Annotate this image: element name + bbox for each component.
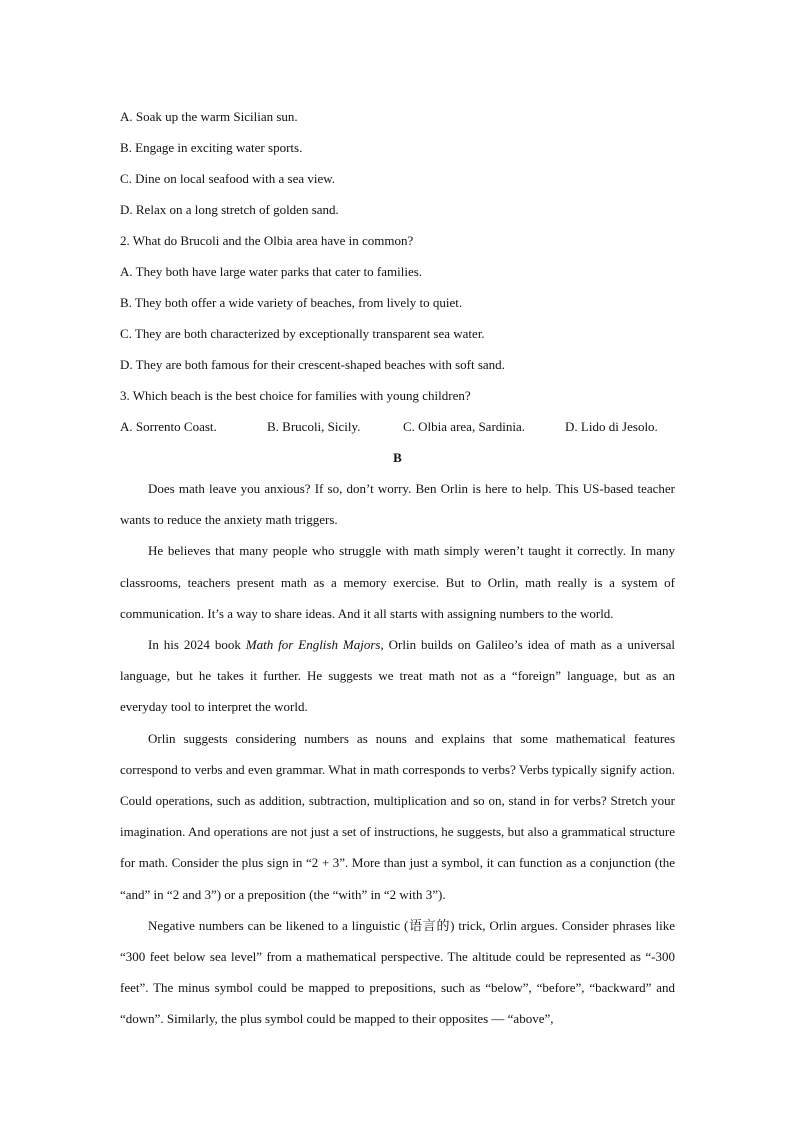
- q1-option-c: C. Dine on local seafood with a sea view.: [120, 171, 336, 186]
- paragraph-1: Does math leave you anxious? If so, don’t worry. Ben Orlin is here to help. This US-based teacher wants to reduce the anxiety math triggers.: [120, 481, 675, 528]
- section-title: B: [393, 450, 402, 465]
- q3-option-a: A. Sorrento Coast.: [120, 419, 217, 434]
- paragraph-4: Orlin suggests considering numbers as nouns and explains that some mathematical features correspond to verbs and even grammar. What in math corresponds to verbs? Verbs typically signify action. Could operations, such as addition, subtraction, multiplication and so on, stand in for verbs? Stretch your imagination. And operations are not just a set of instructions, he suggests, but also a grammatical structure for math. Consider the plus sign in “2 + 3”. More than just a symbol, it can function as a conjunction (the “and” in “2 and 3”) or a preposition (the “with” in “2 with 3”).: [120, 730, 675, 902]
- q1-option-d: D. Relax on a long stretch of golden sand.: [120, 202, 339, 217]
- passage-body: [120, 473, 675, 1035]
- q3-option-c: C. Olbia area, Sardinia.: [403, 419, 526, 434]
- q2-option-b: B. They both offer a wide variety of beaches, from lively to quiet.: [120, 295, 463, 310]
- paragraph-3-intro: In his 2024 book: [148, 637, 246, 653]
- book-title: Math for English Majors: [245, 637, 381, 653]
- q2-option-c: C. They are both characterized by exceptionally transparent sea water.: [120, 326, 485, 341]
- q3-options: [120, 411, 675, 442]
- q1-option-b: B. Engage in exciting water sports.: [120, 140, 303, 155]
- q3-option-d: D. Lido di Jesolo.: [565, 419, 658, 434]
- question-1-options: [120, 101, 675, 225]
- q3-stem: 3. Which beach is the best choice for families with young children?: [120, 388, 471, 403]
- question-3: [120, 380, 675, 442]
- q1-option-a: A. Soak up the warm Sicilian sun.: [120, 109, 298, 124]
- paragraph-5: Negative numbers can be likened to a linguistic (语言的) trick, Orlin argues. Consider phrases like “300 feet below sea level” from a mathematical perspective. The altitude could be represented as “-300 feet”. The minus symbol could be mapped to prepositions, such as “below”, “before”, “backward” and “down”. Similarly, the plus symbol could be mapped to their opposites — “above”,: [120, 917, 675, 1027]
- q2-option-d: D. They are both famous for their crescent-shaped beaches with soft sand.: [120, 357, 505, 372]
- paragraph-2: He believes that many people who struggle with math simply weren’t taught it correctly. In many classrooms, teachers present math as a memory exercise. But to Orlin, math really is a system of communication. It’s a way to share ideas. And it all starts with assigning numbers to the world.: [120, 543, 675, 621]
- document-page: [120, 101, 675, 1035]
- q2-stem: 2. What do Brucoli and the Olbia area have in common?: [120, 233, 414, 248]
- q3-option-b: B. Brucoli, Sicily.: [267, 419, 361, 434]
- q2-option-a: A. They both have large water parks that cater to families.: [120, 264, 423, 279]
- paragraph-3: [120, 629, 675, 723]
- question-2: [120, 225, 675, 380]
- paragraph-3-rest: , Orlin builds on Galileo’s idea of math as a universal language, but he takes it further. He suggests we treat math not as a “foreign” language, but as an everyday tool to interpret the world.: [120, 637, 676, 715]
